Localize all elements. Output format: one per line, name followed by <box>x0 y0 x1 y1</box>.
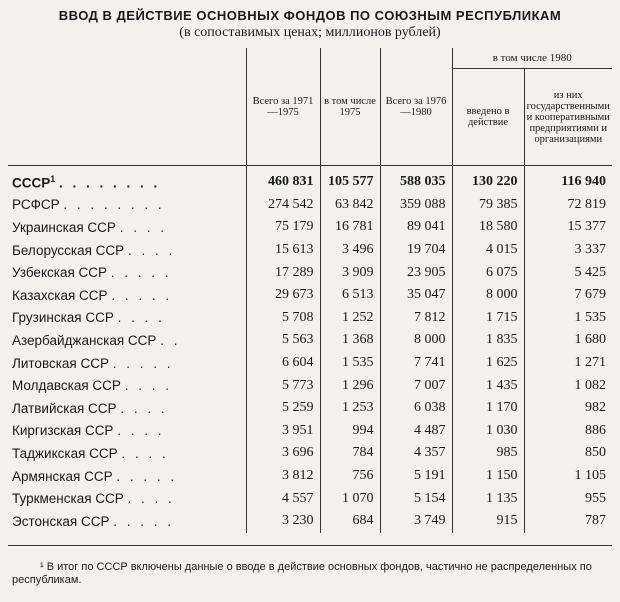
value-cell-v1: 5 773 <box>246 374 320 397</box>
data-table <box>8 48 612 533</box>
republic-name: Азербайджанская ССР <box>12 332 157 348</box>
value-cell-v4: 8 000 <box>452 284 524 307</box>
leader-dots: . . <box>160 332 181 348</box>
value-cell-v4: 1 625 <box>452 352 524 375</box>
value-cell-v2: 1 252 <box>320 307 380 330</box>
value-cell-v1: 6 604 <box>246 352 320 375</box>
republic-name-cell <box>8 374 246 397</box>
republic-name: РСФСР <box>12 197 60 213</box>
value-cell-v1: 4 557 <box>246 487 320 510</box>
value-cell-v5: 787 <box>524 510 612 533</box>
table-row <box>8 307 612 330</box>
value-cell-v2: 3 909 <box>320 261 380 284</box>
leader-dots: . . . . . . . . <box>59 175 161 191</box>
value-cell-v4: 130 220 <box>452 166 524 194</box>
table-row <box>8 420 612 443</box>
republic-name-cell <box>8 239 246 262</box>
value-cell-v5: 5 425 <box>524 261 612 284</box>
value-cell-v1: 274 542 <box>246 194 320 217</box>
value-cell-v4: 1 835 <box>452 329 524 352</box>
republic-name: Киргизская ССР <box>12 423 114 439</box>
header-republic <box>8 48 246 166</box>
value-cell-v1: 29 673 <box>246 284 320 307</box>
table-row <box>8 329 612 352</box>
footnote-mark: 1 <box>50 174 56 185</box>
table-row <box>8 216 612 239</box>
leader-dots: . . . . <box>119 219 167 235</box>
republic-name-cell <box>8 261 246 284</box>
value-cell-v4: 79 385 <box>452 194 524 217</box>
value-cell-v3: 588 035 <box>380 166 452 194</box>
value-cell-v5: 7 679 <box>524 284 612 307</box>
value-cell-v1: 3 812 <box>246 465 320 488</box>
value-cell-v5: 1 535 <box>524 307 612 330</box>
header-of-which-1975: в том числе 1975 <box>320 48 380 166</box>
value-cell-v5: 982 <box>524 397 612 420</box>
leader-dots: . . . . . <box>112 355 174 371</box>
value-cell-v1: 3 230 <box>246 510 320 533</box>
table-row <box>8 510 612 533</box>
leader-dots: . . . . <box>127 491 175 507</box>
value-cell-v4: 1 435 <box>452 374 524 397</box>
value-cell-v4: 1 150 <box>452 465 524 488</box>
republic-name: Узбекская ССР <box>12 265 108 281</box>
value-cell-v3: 7 007 <box>380 374 452 397</box>
table-row <box>8 239 612 262</box>
republic-name-cell <box>8 216 246 239</box>
republic-name: Казахская ССР <box>12 287 108 303</box>
header-state-coop: из них государственными и кооперативными предприятиями и организациями <box>524 69 612 166</box>
republic-name-cell <box>8 420 246 443</box>
republic-name-cell <box>8 442 246 465</box>
value-cell-v4: 1 030 <box>452 420 524 443</box>
value-cell-v4: 1 170 <box>452 397 524 420</box>
value-cell-v1: 460 831 <box>246 166 320 194</box>
table-row <box>8 487 612 510</box>
value-cell-v5: 1 105 <box>524 465 612 488</box>
table-row <box>8 166 612 194</box>
footnote: ¹ В итог по СССР включены данные о вводе в действие основных фондов, частично не распределенных по республикам. <box>12 561 592 586</box>
republic-name-cell <box>8 465 246 488</box>
republic-name: Армянская ССР <box>12 468 113 484</box>
republic-name: Украинская ССР <box>12 219 116 235</box>
table-row <box>8 194 612 217</box>
republic-name-cell <box>8 329 246 352</box>
value-cell-v3: 8 000 <box>380 329 452 352</box>
value-cell-v5: 72 819 <box>524 194 612 217</box>
value-cell-v1: 5 259 <box>246 397 320 420</box>
value-cell-v4: 18 580 <box>452 216 524 239</box>
leader-dots: . . . . . <box>110 265 172 281</box>
value-cell-v2: 1 253 <box>320 397 380 420</box>
value-cell-v1: 3 951 <box>246 420 320 443</box>
leader-dots: . . . . <box>120 400 168 416</box>
republic-name: СССР <box>12 175 51 191</box>
value-cell-v1: 5 563 <box>246 329 320 352</box>
republic-name: Таджикская ССР <box>12 445 118 461</box>
value-cell-v4: 1 135 <box>452 487 524 510</box>
republic-name: Туркменская ССР <box>12 491 124 507</box>
value-cell-v1: 15 613 <box>246 239 320 262</box>
republic-name: Латвийская ССР <box>12 400 117 416</box>
value-cell-v3: 19 704 <box>380 239 452 262</box>
value-cell-v3: 89 041 <box>380 216 452 239</box>
republic-name-cell <box>8 194 246 217</box>
value-cell-v4: 915 <box>452 510 524 533</box>
value-cell-v1: 5 708 <box>246 307 320 330</box>
value-cell-v2: 105 577 <box>320 166 380 194</box>
value-cell-v5: 116 940 <box>524 166 612 194</box>
value-cell-v5: 1 082 <box>524 374 612 397</box>
value-cell-v2: 63 842 <box>320 194 380 217</box>
value-cell-v3: 7 741 <box>380 352 452 375</box>
table-row <box>8 397 612 420</box>
table-subtitle: (в сопоставимых ценах; миллионов рублей) <box>179 25 441 40</box>
value-cell-v2: 1 070 <box>320 487 380 510</box>
republic-name-cell <box>8 307 246 330</box>
value-cell-v5: 15 377 <box>524 216 612 239</box>
value-cell-v1: 17 289 <box>246 261 320 284</box>
value-cell-v2: 994 <box>320 420 380 443</box>
value-cell-v4: 4 015 <box>452 239 524 262</box>
republic-name: Молдавская ССР <box>12 378 121 394</box>
value-cell-v2: 16 781 <box>320 216 380 239</box>
republic-name: Белорусская ССР <box>12 242 125 258</box>
header-total-1976-1980: Всего за 1976—1980 <box>380 48 452 166</box>
value-cell-v3: 5 154 <box>380 487 452 510</box>
republic-name-cell <box>8 397 246 420</box>
value-cell-v5: 886 <box>524 420 612 443</box>
republic-name-cell <box>8 487 246 510</box>
value-cell-v5: 3 337 <box>524 239 612 262</box>
value-cell-v2: 1 296 <box>320 374 380 397</box>
value-cell-v1: 75 179 <box>246 216 320 239</box>
value-cell-v2: 756 <box>320 465 380 488</box>
footnote-divider <box>8 545 612 546</box>
table-row <box>8 374 612 397</box>
value-cell-v3: 7 812 <box>380 307 452 330</box>
table-row <box>8 352 612 375</box>
republic-name-cell <box>8 352 246 375</box>
table-title: ВВОД В ДЕЙСТВИЕ ОСНОВНЫХ ФОНДОВ ПО СОЮЗНЫМ РЕСПУБЛИКАМ <box>58 8 562 23</box>
header-of-which-1980: в том числе 1980 <box>452 48 612 69</box>
value-cell-v1: 3 696 <box>246 442 320 465</box>
value-cell-v5: 1 680 <box>524 329 612 352</box>
leader-dots: . . . . <box>121 445 169 461</box>
leader-dots: . . . . <box>117 423 165 439</box>
republic-name-cell <box>8 284 246 307</box>
leader-dots: . . . . <box>117 310 165 326</box>
table-row <box>8 284 612 307</box>
republic-name: Литовская ССР <box>12 355 109 371</box>
value-cell-v3: 6 038 <box>380 397 452 420</box>
header-commissioned: введено в действие <box>452 69 524 166</box>
value-cell-v2: 1 535 <box>320 352 380 375</box>
value-cell-v4: 6 075 <box>452 261 524 284</box>
value-cell-v3: 4 357 <box>380 442 452 465</box>
value-cell-v5: 1 271 <box>524 352 612 375</box>
table-row <box>8 261 612 284</box>
republic-name: Эстонская ССР <box>12 513 110 529</box>
value-cell-v2: 3 496 <box>320 239 380 262</box>
value-cell-v3: 359 088 <box>380 194 452 217</box>
value-cell-v4: 985 <box>452 442 524 465</box>
value-cell-v2: 784 <box>320 442 380 465</box>
leader-dots: . . . . . <box>113 513 175 529</box>
value-cell-v2: 1 368 <box>320 329 380 352</box>
value-cell-v3: 4 487 <box>380 420 452 443</box>
leader-dots: . . . . . <box>111 287 173 303</box>
leader-dots: . . . . <box>127 242 176 258</box>
header-total-1971-1975: Всего за 1971—1975 <box>246 48 320 166</box>
value-cell-v5: 955 <box>524 487 612 510</box>
leader-dots: . . . . <box>124 378 172 394</box>
value-cell-v3: 23 905 <box>380 261 452 284</box>
table-row <box>8 442 612 465</box>
value-cell-v2: 6 513 <box>320 284 380 307</box>
republic-name-cell <box>8 510 246 533</box>
value-cell-v4: 1 715 <box>452 307 524 330</box>
value-cell-v3: 3 749 <box>380 510 452 533</box>
leader-dots: . . . . . . . . <box>63 197 165 213</box>
value-cell-v3: 35 047 <box>380 284 452 307</box>
value-cell-v5: 850 <box>524 442 612 465</box>
table-row <box>8 465 612 488</box>
value-cell-v2: 684 <box>320 510 380 533</box>
republic-name-cell <box>8 166 246 194</box>
republic-name: Грузинская ССР <box>12 310 114 326</box>
value-cell-v3: 5 191 <box>380 465 452 488</box>
leader-dots: . . . . . <box>116 468 178 484</box>
